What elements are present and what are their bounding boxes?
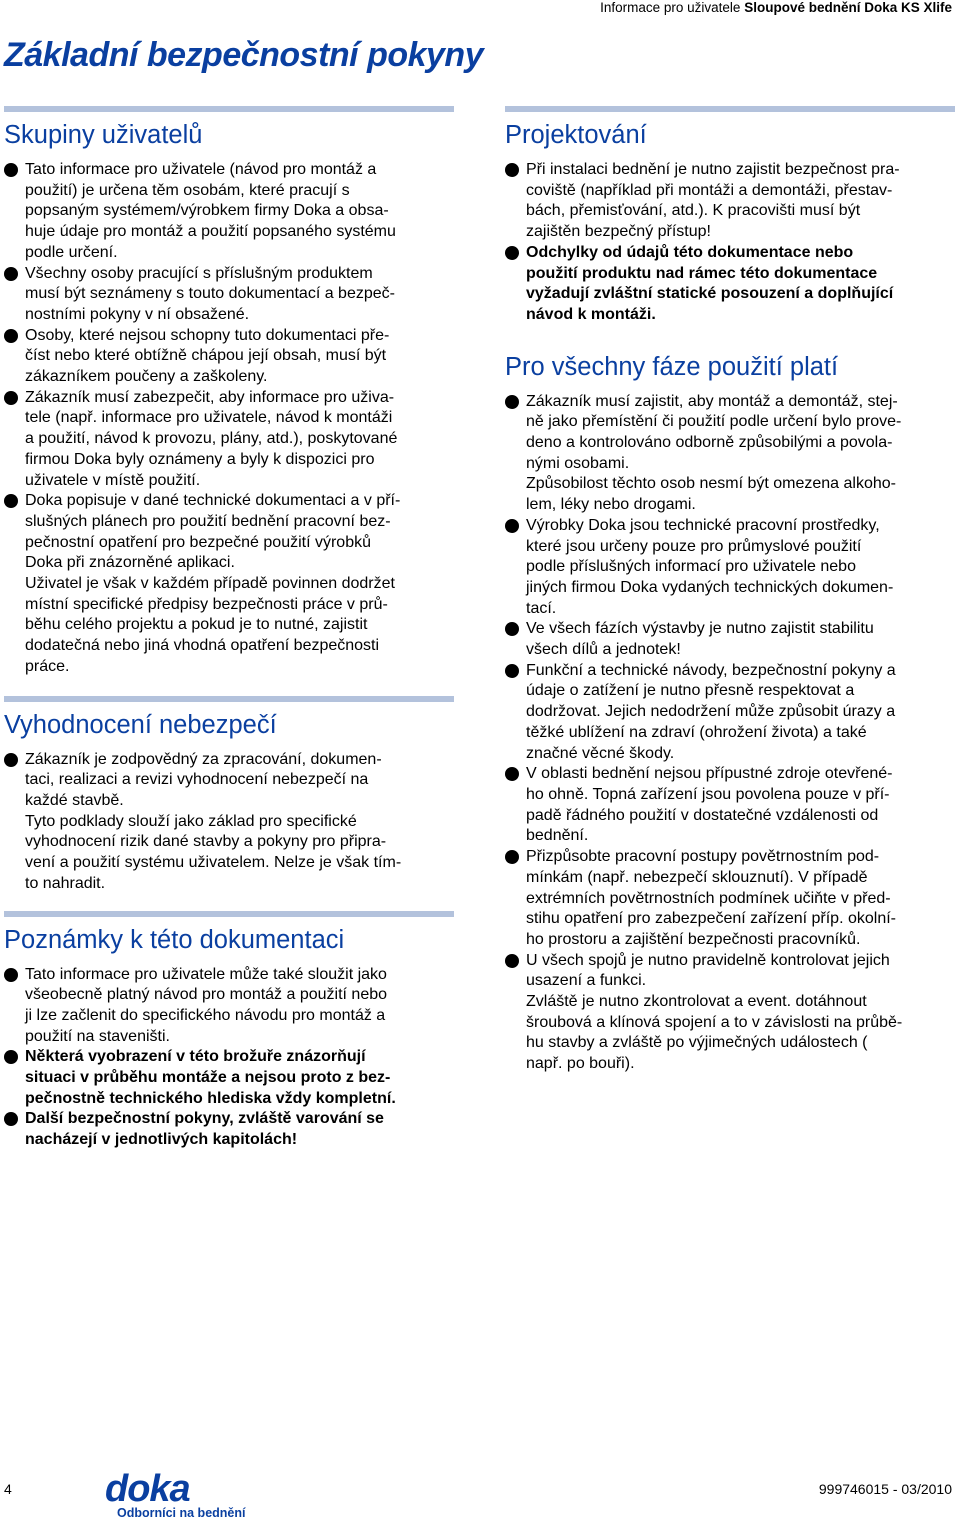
text-line: použití) je určena těm osobám, které pracují s (25, 181, 350, 199)
section-title: Vyhodnocení nebezpečí (4, 710, 277, 739)
bullet-icon (4, 329, 18, 343)
text-line: dodržovat. Jejich nedodržení může způsobit úrazy a (526, 703, 896, 721)
text-line: Způsobilost těchto osob nesmí být omezena alkoho- (526, 475, 896, 493)
bullet-icon (505, 519, 519, 533)
text-line: musí být seznámeny s touto dokumentací a bezpeč- (25, 285, 395, 303)
section (4, 911, 454, 1151)
list-item (505, 160, 955, 243)
list-item (505, 619, 955, 660)
list-item (4, 491, 454, 677)
text-line: vení a použití systému uživatelem. Nelze je však tím- (25, 854, 402, 872)
text-line: nými osobami. (526, 454, 630, 472)
bullet-icon (4, 163, 18, 177)
text-line: Výrobky Doka jsou technické pracovní prostředky, (526, 516, 880, 534)
list-item (505, 764, 955, 847)
item-text (25, 1047, 454, 1109)
list-item (4, 264, 454, 326)
item-text (526, 243, 955, 326)
text-line: každé stavbě. (25, 791, 124, 809)
item-text (25, 491, 454, 677)
text-line: použití produktu nad rámec této dokumentace (526, 264, 878, 282)
bullet-icon (4, 391, 18, 405)
text-line: Další bezpečnostní pokyny, zvláště varování se (25, 1110, 384, 1128)
bullet-icon (505, 767, 519, 781)
left-column (4, 106, 454, 1151)
text-line: a použití, návod k provozu, plány, atd.), poskytované (25, 430, 398, 448)
section-title: Pro všechny fáze použití platí (505, 352, 839, 381)
text-line: huje údaje pro montáž a použití popsaného systému (25, 223, 396, 241)
text-line: Doka při znázorněné aplikaci. (25, 554, 235, 572)
section-title: Skupiny uživatelů (4, 121, 203, 149)
text-line: taci, realizaci a revizi vyhodnocení nebezpečí na (25, 771, 369, 789)
text-line: Tato informace pro uživatele může také sloužit jako (25, 965, 387, 983)
text-line: slušných plánech pro použití bednění pracovní bez- (25, 512, 391, 530)
text-line: Odchylky od údajů této dokumentace nebo (526, 243, 854, 261)
text-line: Přizpůsobte pracovní postupy povětrnostním pod- (526, 848, 880, 866)
section (4, 106, 454, 678)
text-line: těžké ublížení na zdraví (ohrožení života) a také (526, 723, 867, 741)
list-item (505, 951, 955, 1075)
item-text (25, 1109, 454, 1150)
text-line: běhu celého projektu a pokud je to nutné, zajistit (25, 616, 368, 634)
text-line: nostními pokyny v ní obsažené. (25, 305, 250, 323)
text-line: vyžadují zvláštní statické posouzení a doplňující (526, 285, 894, 303)
logo-tagline: Odborníci na bednění (117, 1506, 246, 1520)
text-line: šroubová a klínová spojení a to v závislosti na průbě- (526, 1013, 903, 1031)
section-rule (4, 106, 454, 112)
text-line: ho prostoru a zajištění bezpečnosti pracovníků. (526, 930, 861, 948)
text-line: tací. (526, 599, 557, 617)
list-item (505, 516, 955, 620)
text-line: to nahradit. (25, 874, 106, 892)
list-item (4, 388, 454, 492)
item-text (526, 619, 955, 660)
list-item (4, 965, 454, 1048)
section (505, 352, 955, 1075)
text-line: zajištěn bezpečný přístup! (526, 223, 711, 241)
section-rule (4, 696, 454, 702)
right-column (505, 106, 955, 1075)
header-prefix: Informace pro uživatele (600, 0, 745, 15)
bullet-icon (505, 246, 519, 260)
bullet-icon (505, 163, 519, 177)
section-rule (505, 106, 955, 112)
text-line: číst nebo které obtížně chápou její obsah, musí být (25, 347, 387, 365)
text-line: Některá vyobrazení v této brožuře znázorňují (25, 1048, 366, 1066)
page-number: 4 (4, 1481, 12, 1497)
text-line: údaje o zatížení je nutno přesně respektovat a (526, 682, 855, 700)
text-line: usazení a funkci. (526, 972, 647, 990)
text-line: tele (např. informace pro uživatele, návod k montáži (25, 409, 393, 427)
text-line: Zákazník musí zabezpečit, aby informace pro uživa- (25, 388, 395, 406)
item-text (526, 516, 955, 620)
item-text (25, 750, 454, 895)
list-item (4, 750, 454, 895)
list-item (505, 847, 955, 951)
bullet-icon (4, 494, 18, 508)
text-line: které jsou určeny pouze pro průmyslové použití (526, 537, 862, 555)
logo-word: doka (105, 1468, 190, 1510)
item-text (526, 661, 955, 765)
text-line: podle určení. (25, 243, 118, 261)
text-line: Doka popisuje v dané technické dokumentaci a v pří- (25, 492, 401, 510)
text-line: mínkám (např. nebezpečí sklouznutí). V případě (526, 868, 868, 886)
text-line: Zvláště je nutno zkontrolovat a event. dotáhnout (526, 993, 867, 1011)
text-line: např. po bouři). (526, 1055, 635, 1073)
text-line: dodatečná nebo jiná vhodná opatření bezpečnosti (25, 637, 380, 655)
bullet-icon (4, 267, 18, 281)
item-text (25, 326, 454, 388)
page-title: Základní bezpečnostní pokyny (4, 36, 484, 74)
document-code: 999746015 - 03/2010 (818, 1481, 952, 1497)
list-item (4, 160, 454, 264)
text-line: Při instalaci bednění je nutno zajistit bezpečnost pra- (526, 161, 900, 178)
text-line: Tyto podklady slouží jako základ pro specifické (25, 812, 357, 830)
section-title: Poznámky k této dokumentaci (4, 925, 345, 954)
text-line: U všech spojů je nutno pravidelně kontrolovat jejich (526, 951, 890, 969)
text-line: coviště (například při montáži a demontáži, přestav- (526, 181, 893, 199)
bullet-icon (505, 664, 519, 678)
text-line: uživatele v místě použití. (25, 471, 201, 489)
bullet-icon (4, 1050, 18, 1064)
text-line: Všechny osoby pracující s příslušným produktem (25, 264, 373, 282)
text-line: Tato informace pro uživatele (návod pro montáž a (25, 161, 377, 178)
text-line: nacházejí v jednotlivých kapitolách! (25, 1131, 298, 1149)
item-text (25, 388, 454, 492)
item-text (526, 392, 955, 516)
section-rule (4, 911, 454, 917)
bullet-icon (505, 850, 519, 864)
text-line: práce. (25, 657, 70, 675)
list-item (505, 392, 955, 516)
bullet-icon (505, 954, 519, 968)
text-line: deno a kontrolováno odborně způsobilými a povola- (526, 434, 893, 452)
list-item (4, 1109, 454, 1150)
text-line: podle příslušných informací pro uživatele nebo (526, 558, 856, 576)
text-line: Uživatel je však v každém případě povinnen dodržet (25, 575, 395, 593)
text-line: bednění. (526, 827, 589, 845)
text-line: ně jako přemístění či použití podle určení bylo prove- (526, 413, 902, 431)
text-line: Osoby, které nejsou schopny tuto dokumentaci pře- (25, 326, 390, 344)
text-line: Zákazník musí zajistit, aby montáž a demontáž, stej- (526, 392, 898, 410)
text-line: situaci v průběhu montáže a nejsou proto z bez- (25, 1069, 391, 1087)
text-line: vyhodnocení rizik dané stavby a pokyny pro připra- (25, 833, 387, 851)
text-line: všeobecně platný návod pro montáž a použití nebo (25, 986, 388, 1004)
bullet-icon (4, 753, 18, 767)
text-line: hu stavby a zvláště po výjimečných událostech ( (526, 1034, 868, 1052)
item-text (25, 965, 454, 1048)
list-item (4, 326, 454, 388)
text-line: firmou Doka byly oznámeny a byly k dispozici pro (25, 450, 375, 468)
item-text (25, 160, 454, 264)
bullet-icon (505, 622, 519, 636)
text-line: pečnostně technického hlediska vždy kompletní. (25, 1089, 396, 1107)
text-line: V oblasti bednění nejsou přípustné zdroje otevřené- (526, 765, 893, 783)
text-line: extrémních povětrnostních podmínek učiňte v před- (526, 889, 891, 907)
list-item (505, 661, 955, 765)
section (4, 696, 454, 895)
text-line: stihu opatření pro zabezpečení zařízení příp. okolní- (526, 910, 896, 928)
list-item (505, 243, 955, 326)
bullet-icon (4, 1112, 18, 1126)
text-line: ji lze začlenit do specifického návodu pro montáž a (25, 1006, 386, 1024)
text-line: použití na staveništi. (25, 1027, 170, 1045)
header-product: Sloupové bednění Doka KS Xlife (744, 0, 952, 15)
text-line: jiných firmou Doka vydaných technických dokumen- (526, 578, 894, 596)
section-title: Projektování (505, 121, 647, 149)
text-line: lem, léky nebo drogami. (526, 496, 696, 514)
text-line: značné věcné škody. (526, 744, 675, 762)
text-line: ho ohně. Topná zařízení jsou povolena pouze v pří- (526, 785, 890, 803)
text-line: místní specifické předpisy bezpečnosti práce v prů- (25, 595, 388, 613)
item-text (526, 160, 955, 243)
text-line: všech dílů a jednotek! (526, 641, 681, 659)
doka-logo (105, 1470, 255, 1520)
section (505, 106, 955, 326)
item-text (526, 847, 955, 951)
text-line: popsaným systémem/výrobkem firmy Doka a obsa- (25, 202, 389, 220)
text-line: padě řádného použití v dostatečné vzdálenosti od (526, 806, 879, 824)
item-text (526, 951, 955, 1075)
text-line: Zákazník je zodpovědný za zpracování, dokumen- (25, 750, 382, 768)
text-line: bách, přemisťování, atd.). K pracovišti musí být (526, 202, 861, 220)
text-line: Funkční a technické návody, bezpečnostní pokyny a (526, 661, 896, 679)
text-line: zákazníkem poučeny a zaškoleny. (25, 368, 268, 386)
item-text (25, 264, 454, 326)
item-text (526, 764, 955, 847)
list-item (4, 1047, 454, 1109)
text-line: Ve všech fázích výstavby je nutno zajistit stabilitu (526, 620, 874, 638)
bullet-icon (505, 395, 519, 409)
bullet-icon (4, 968, 18, 982)
text-line: pečnostní opatření pro bezpečné použití výrobků (25, 533, 371, 551)
text-line: návod k montáži. (526, 305, 656, 323)
running-header (600, 0, 952, 15)
